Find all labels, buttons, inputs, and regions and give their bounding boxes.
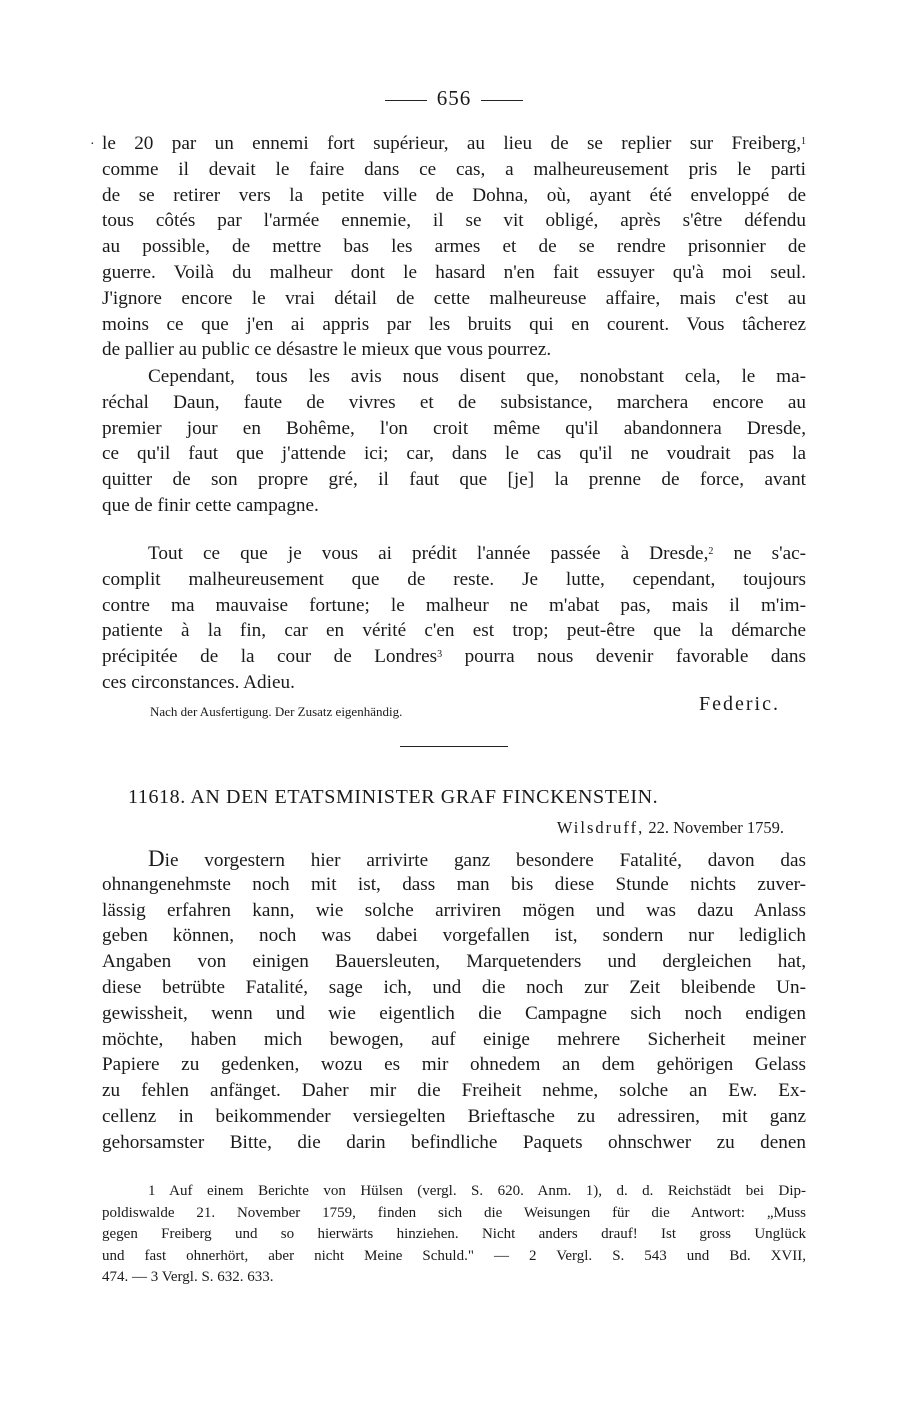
footnote-ref: 3 <box>437 649 443 661</box>
footnotes <box>102 1181 806 1289</box>
text-line: geben können, noch was dabei vorgefallen ist, sondern nur lediglich <box>102 925 806 947</box>
footnote-line: und fast ohnerhört, aber nicht Meine Schuld." — 2 Vergl. S. 543 und Bd. XVII, <box>102 1247 806 1264</box>
footnote-ref: 2 <box>708 546 714 557</box>
text-line: premier jour en Bohême, l'on croit même qu'il abandonnera Dresde, <box>102 417 806 439</box>
section-divider <box>400 746 508 747</box>
header-dash-right <box>481 100 523 101</box>
header-dash-left <box>385 100 427 101</box>
text-line: cellenz in beikommender versiegelten Brieftasche zu adressiren, mit ganz <box>102 1105 806 1127</box>
text-line: möchte, haben mich bewogen, auf einige mehrere Sicherheit meiner <box>102 1028 806 1050</box>
text-line: tous côtés par l'armée ennemie, il se vit obligé, après s'être défendu <box>102 210 806 232</box>
letter-body <box>102 846 806 1156</box>
text-line: guerre. Voilà du malheur dont le hasard n'en fait essuyer qu'à moi seul. <box>102 261 806 283</box>
text-line: Die vorgestern hier arrivirte ganz besondere Fatalité, davon das <box>148 846 806 871</box>
text-line: ce qu'il faut que j'attende ici; car, dans le cas qu'il ne voudrait pas la <box>102 443 806 465</box>
text-line: Papiere zu gedenken, wozu es mir ohnedem an dem gehörigen Gelass <box>102 1054 806 1076</box>
text-line: patiente à la fin, car en vérité c'en est trop; peut-être que la démarche <box>102 620 806 642</box>
text-line: Tout ce que je vous ai prédit l'année passée à Dresde,$^2$ ne s'ac- <box>148 543 806 564</box>
footnote-line: poldiswalde 21. November 1759, finden sich die Weisungen für die Antwort: „Muss <box>102 1204 806 1221</box>
footnote-line: 1 Auf einem Berichte von Hülsen (vergl. S. 620. Anm. 1), d. d. Reichstädt bei Dip- <box>148 1183 806 1199</box>
text-line: comme il devait le faire dans ce cas, a malheureusement pris le parti <box>102 158 806 180</box>
text-line: ohnangenehmste noch mit ist, dass man bis diese Stunde nichts zuver- <box>102 873 806 895</box>
page-number-header <box>102 86 806 111</box>
page-number: 656 <box>436 86 472 110</box>
footnote-line: gegen Freiberg und so hierwärts hinziehen. Nicht anders drauf! Ist gross Unglück <box>102 1226 806 1242</box>
text-line: Angaben von einigen Bauersleuten, Marquetenders und dergleichen hat, <box>102 951 806 973</box>
text-line: moins ce que j'en ai appris par les bruits qui en courent. Vous tâcherez <box>102 313 806 335</box>
text-line: de pallier au public ce désastre le mieux que vous pourrez. <box>102 339 552 361</box>
initial-letter: D <box>148 846 165 871</box>
paragraph-2 <box>102 364 806 519</box>
margin-dot: · <box>90 137 95 152</box>
text-line: diese betrübte Fatalité, sage ich, und die noch zur Zeit bleibende Un- <box>102 976 806 998</box>
text-line: zu fehlen anfänget. Daher mir die Freiheit nehme, solche an Ew. Ex- <box>102 1080 806 1102</box>
text-line: quitter de son propre gré, il faut que [je] la prenne de force, avant <box>102 469 806 491</box>
text-line: complit malheureusement que de reste. Je lutte, cependant, toujours <box>102 568 806 590</box>
text-line: au possible, de mettre bas les armes et de se rendre prisonnier de <box>102 236 806 258</box>
paragraph-3 <box>102 541 806 696</box>
text-line: réchal Daun, faute de vivres et de subsistance, marchera encore au <box>102 391 806 413</box>
text-line: lässig erfahren kann, wie solche arriviren mögen und was dazu Anlass <box>102 899 806 921</box>
text-line: le 20 par un ennemi fort supérieur, au lieu de se replier sur Freiberg,$^1$ <box>102 133 806 154</box>
text-line: précipitée de la cour de Londres$^3$ pourra nous devenir favorable dans <box>102 646 806 668</box>
text-line: que de finir cette campagne. <box>102 494 319 516</box>
dateline <box>557 818 784 838</box>
dateline-place: Wilsdruff, <box>556 818 645 837</box>
text-line: J'ignore encore le vrai détail de cette malheureuse affaire, mais c'est au <box>102 287 806 309</box>
source-note: Nach der Ausfertigung. Der Zusatz eigenhändig. <box>150 704 403 719</box>
text-line: Cependant, tous les avis nous disent que, nonobstant cela, le ma- <box>148 366 806 387</box>
signature: Federic. <box>699 693 780 715</box>
text-line: ces circonstances. Adieu. <box>102 671 295 693</box>
text-line: de se retirer vers la petite ville de Dohna, où, ayant été enveloppé de <box>102 184 806 206</box>
letter-heading: 11618. AN DEN ETATSMINISTER GRAF FINCKENSTEIN. <box>128 786 659 808</box>
text-line: gehorsamster Bitte, die darin befindliche Paquets ohnschwer zu denen <box>102 1131 806 1153</box>
text-line: contre ma mauvaise fortune; le malheur ne m'abat pas, mais il m'im- <box>102 594 806 616</box>
footnote-ref: 1 <box>801 136 806 147</box>
dateline-date: 22. November 1759. <box>644 818 784 837</box>
text-line: gewissheit, wenn und wie eigentlich die Campagne sich noch endigen <box>102 1002 806 1024</box>
footnote-line: 474. — 3 Vergl. S. 632. 633. <box>102 1269 274 1285</box>
paragraph-1 <box>102 131 806 363</box>
